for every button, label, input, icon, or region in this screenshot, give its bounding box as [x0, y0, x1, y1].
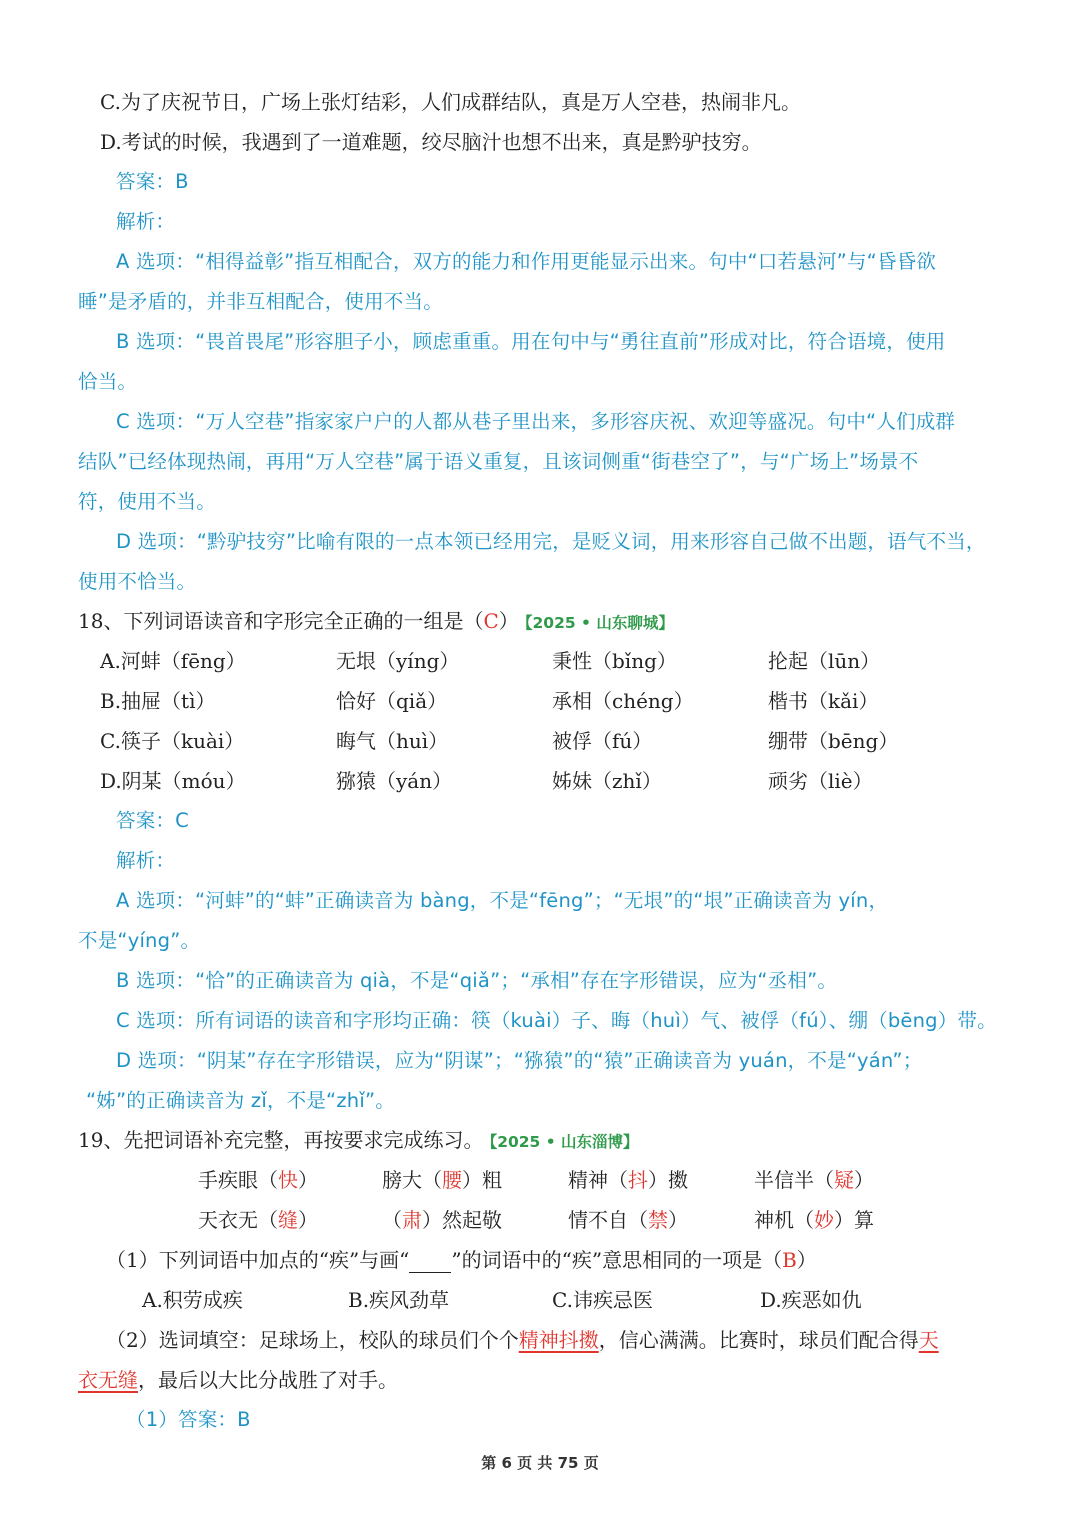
q18-source-tag: 【2025 • 山东聊城】: [524, 614, 674, 632]
q19-word-item: 天衣无（缝）: [198, 1208, 318, 1232]
q19-sub1-option: D.疾恶如仇: [760, 1288, 862, 1312]
q18-stem-answer: C: [483, 609, 499, 633]
q18-analysis-b-1: B 选项：“恰”的正确读音为 qià，不是“qiǎ”；“承相”存在字形错误，应为“丞相”。: [116, 969, 838, 992]
q18-option-cell: 承相（chéng）: [552, 689, 694, 713]
q18-analysis-a-2: 不是“yíng”。: [78, 929, 201, 952]
q18-option-cell: 无垠（yíng）: [336, 649, 460, 673]
q17-analysis-d-2: 使用不恰当。: [78, 570, 197, 593]
q18-option-cell: 秉性（bǐng）: [552, 649, 677, 673]
q18-analysis-d-2: “姊”的正确读音为 zǐ，不是“zhǐ”。: [86, 1089, 395, 1112]
q19-sub2-fill-2b: 衣无缝: [78, 1368, 138, 1392]
q19-blank-line: [409, 1250, 451, 1273]
q17-analysis-c-1: C 选项：“万人空巷”指家家户户的人都从巷子里出来，多形容庆祝、欢迎等盛况。句中“人们成群: [116, 410, 956, 433]
q19-word-fill: 腰: [442, 1168, 462, 1192]
q18-analysis-d-1: D 选项：“阴某”存在字形错误，应为“阴谋”；“猕猿”的“猿”正确读音为 yuán，不是“yán”；: [116, 1049, 923, 1072]
q19-answer-1: （1）答案：B: [126, 1408, 251, 1431]
q18-option-cell: 顽劣（liè）: [768, 769, 873, 793]
q17-analysis-c-3: 符，使用不当。: [78, 490, 216, 513]
q19-word-item: 精神（抖）擞: [568, 1168, 688, 1192]
q17-option-c: C.为了庆祝节日，广场上张灯结彩，人们成群结队，真是万人空巷，热闹非凡。: [100, 90, 801, 114]
q19-sub1-stem: （1）下列词语中加点的“疾”与画“ ”的词语中的“疾”意思相同的一项是（B）: [106, 1248, 817, 1272]
q18-analysis-a-1: A 选项：“河蚌”的“蚌”正确读音为 bàng，不是“fēng”；“无垠”的“垠”正确读音为 yín，: [116, 889, 889, 912]
q18-option-cell: 猕猿（yán）: [336, 769, 453, 793]
q17-analysis-c-2: 结队”已经体现热闹，再用“万人空巷”属于语义重复，且该词侧重“街巷空了”，与“广场上”场景不: [78, 450, 919, 473]
q19-word-fill: 快: [278, 1168, 298, 1192]
q19-sub2-line-2: 衣无缝，最后以大比分战胜了对手。: [78, 1368, 398, 1392]
q19-word-item: 膀大（腰）粗: [382, 1168, 502, 1192]
q18-option-cell: 绷带（bēng）: [768, 729, 899, 753]
q18-option-cell: 楷书（kǎi）: [768, 689, 879, 713]
q18-option-cell: 抡起（lūn）: [768, 649, 881, 673]
q17-analysis-a-2: 睡”是矛盾的，并非互相配合，使用不当。: [78, 290, 443, 313]
q19-sub1-answer: B: [782, 1248, 797, 1272]
q19-word-fill: 缝: [278, 1208, 298, 1232]
q18-option-cell: D.阴某（móu）: [100, 769, 246, 793]
q19-word-fill: 肃: [402, 1208, 422, 1232]
q17-analysis-label: 解析：: [116, 210, 176, 233]
page-footer: 第 6 页 共 75 页: [481, 1454, 599, 1472]
q18-analysis-label: 解析：: [116, 849, 176, 872]
q19-sub2-line-1: （2）选词填空：足球场上，校队的球员们个个精神抖擞，信心满满。比赛时，球员们配合得天: [106, 1328, 939, 1352]
q17-option-d: D.考试的时候，我遇到了一道难题，绞尽脑汁也想不出来，真是黔驴技穷。: [100, 130, 762, 154]
q19-word-fill: 抖: [628, 1168, 648, 1192]
q17-answer: 答案：B: [116, 170, 189, 193]
q18-answer: 答案：C: [116, 809, 189, 832]
q19-word-fill: 疑: [834, 1168, 854, 1192]
q19-word-item: 半信半（疑）: [754, 1168, 874, 1192]
q18-option-cell: 恰好（qiǎ）: [336, 689, 448, 713]
q17-analysis-d-1: D 选项：“黔驴技穷”比喻有限的一点本领已经用完，是贬义词，用来形容自己做不出题，语气不当，: [116, 530, 986, 553]
q18-option-cell: A.河蚌（fēng）: [100, 649, 246, 673]
q19-word-item: 手疾眼（快）: [198, 1168, 318, 1192]
q19-source-tag: 【2025 • 山东淄博】: [489, 1133, 639, 1151]
q18-option-cell: 被俘（fú）: [552, 729, 653, 753]
q18-option-cell: 晦气（huì）: [336, 729, 449, 753]
q19-word-item: 情不自（禁）: [568, 1208, 688, 1232]
q18-stem: 18、下列词语读音和字形完全正确的一组是（C） 【2025 • 山东聊城】: [78, 609, 674, 633]
q19-sub1-option: C.讳疾忌医: [552, 1288, 653, 1312]
q19-word-fill: 禁: [648, 1208, 668, 1232]
q18-option-cell: B.抽屉（tì）: [100, 689, 216, 713]
q19-sub2-fill-2a: 天: [918, 1328, 939, 1352]
q17-analysis-b-1: B 选项：“畏首畏尾”形容胆子小，顾虑重重。用在句中与“勇往直前”形成对比，符合语境，使用: [116, 330, 946, 353]
q19-word-fill: 妙: [814, 1208, 834, 1232]
q19-sub1-option: A.积劳成疾: [142, 1288, 243, 1312]
q17-analysis-a-1: A 选项：“相得益彰”指互相配合，双方的能力和作用更能显示出来。句中“口若悬河”与“昏昏欲: [116, 250, 937, 273]
q18-option-cell: C.筷子（kuài）: [100, 729, 245, 753]
q18-analysis-c-1: C 选项：所有词语的读音和字形均正确：筷（kuài）子、晦（huì）气、被俘（fú）、绷（bēng）带。: [116, 1009, 997, 1032]
q19-sub2-fill-1: 精神抖擞: [518, 1328, 599, 1352]
q17-analysis-b-2: 恰当。: [78, 370, 138, 393]
q19-word-item: 神机（妙）算: [754, 1208, 874, 1232]
q19-word-item: （肃）然起敬: [382, 1208, 502, 1232]
q18-option-cell: 姊妹（zhǐ）: [552, 769, 662, 793]
q19-stem: 19、先把词语补充完整，再按要求完成练习。 【2025 • 山东淄博】: [78, 1128, 639, 1152]
q19-sub1-option: B.疾风劲草: [348, 1288, 450, 1312]
